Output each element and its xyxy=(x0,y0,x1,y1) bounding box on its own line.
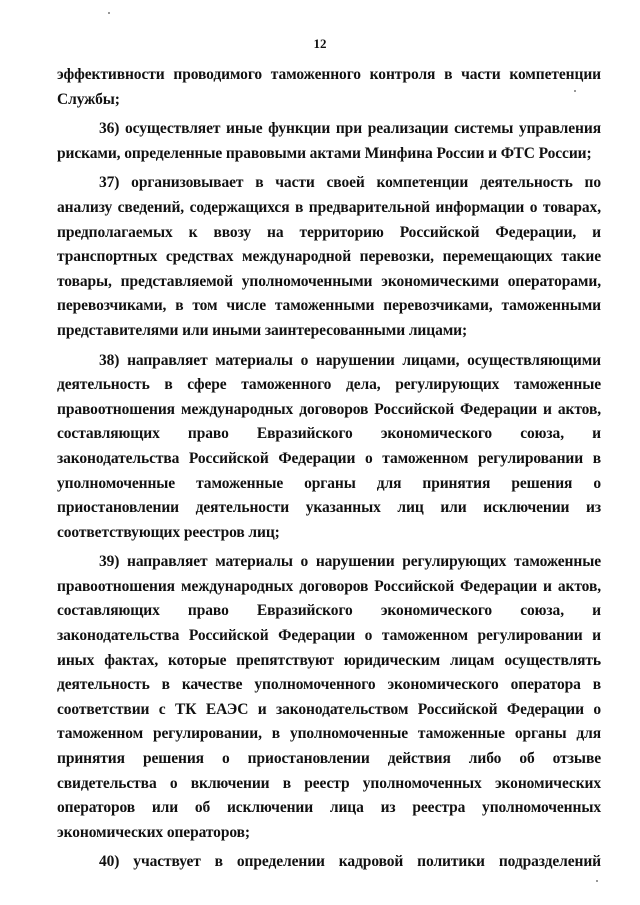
paragraph-item-40: 40) участвует в определении кадровой политики подразделений xyxy=(99,853,601,871)
document-body xyxy=(57,63,601,880)
paragraph-item-37: 37) организовывает в части своей компетенции деятельность по анализу сведений, содержащихся в предварительной информации о товарах, предполагаемых к ввозу на территорию Российской Федерации, и транспортных средствах международной перевозки, перемещающих такие товары, представляемой уполномоченными экономическими операторами, перевозчиками, в том числе таможенными перевозчиками, таможенными представителями или иными заинтересованными лицами; xyxy=(57,174,601,339)
scan-speck xyxy=(596,880,598,882)
scan-speck xyxy=(108,12,110,14)
page-number: 12 xyxy=(313,36,327,51)
paragraph-item-36: 36) осуществляет иные функции при реализации системы управления рисками, определенные правовыми актами Минфина России и ФТС России; xyxy=(57,120,601,162)
paragraph-item-39: 39) направляет материалы о нарушении регулирующих таможенные правоотношения международных договоров Российской Федерации и актов, составляющих право Евразийского экономического союза, и законодательства Российской Федерации о таможенном регулировании и иных фактах, которые препятствуют юридическим лицам осуществлять деятельность в качестве уполномоченного экономического оператора в соответствии с ТК ЕАЭС и законодательством Российской Федерации о таможенном регулировании, в уполномоченные таможенные органы для принятия решения о приостановлении действия либо об отзыве свидетельства о включении в реестр уполномоченных экономических операторов или об исключении лица из реестра уполномоченных экономических операторов; xyxy=(57,553,601,841)
paragraph-continuation: эффективности проводимого таможенного контроля в части компетенции Службы; xyxy=(57,66,601,108)
paragraph-item-38: 38) направляет материалы о нарушении лицами, осуществляющими деятельность в сфере таможенного дела, регулирующих таможенные правоотношения международных договоров Российской Федерации и актов, составляющих право Евразийского экономического союза, и законодательства Российской Федерации о таможенном регулировании в уполномоченные таможенные органы для принятия решения о приостановлении деятельности указанных лиц или исключении из соответствующих реестров лиц; xyxy=(57,351,601,541)
scan-speck xyxy=(574,90,576,92)
